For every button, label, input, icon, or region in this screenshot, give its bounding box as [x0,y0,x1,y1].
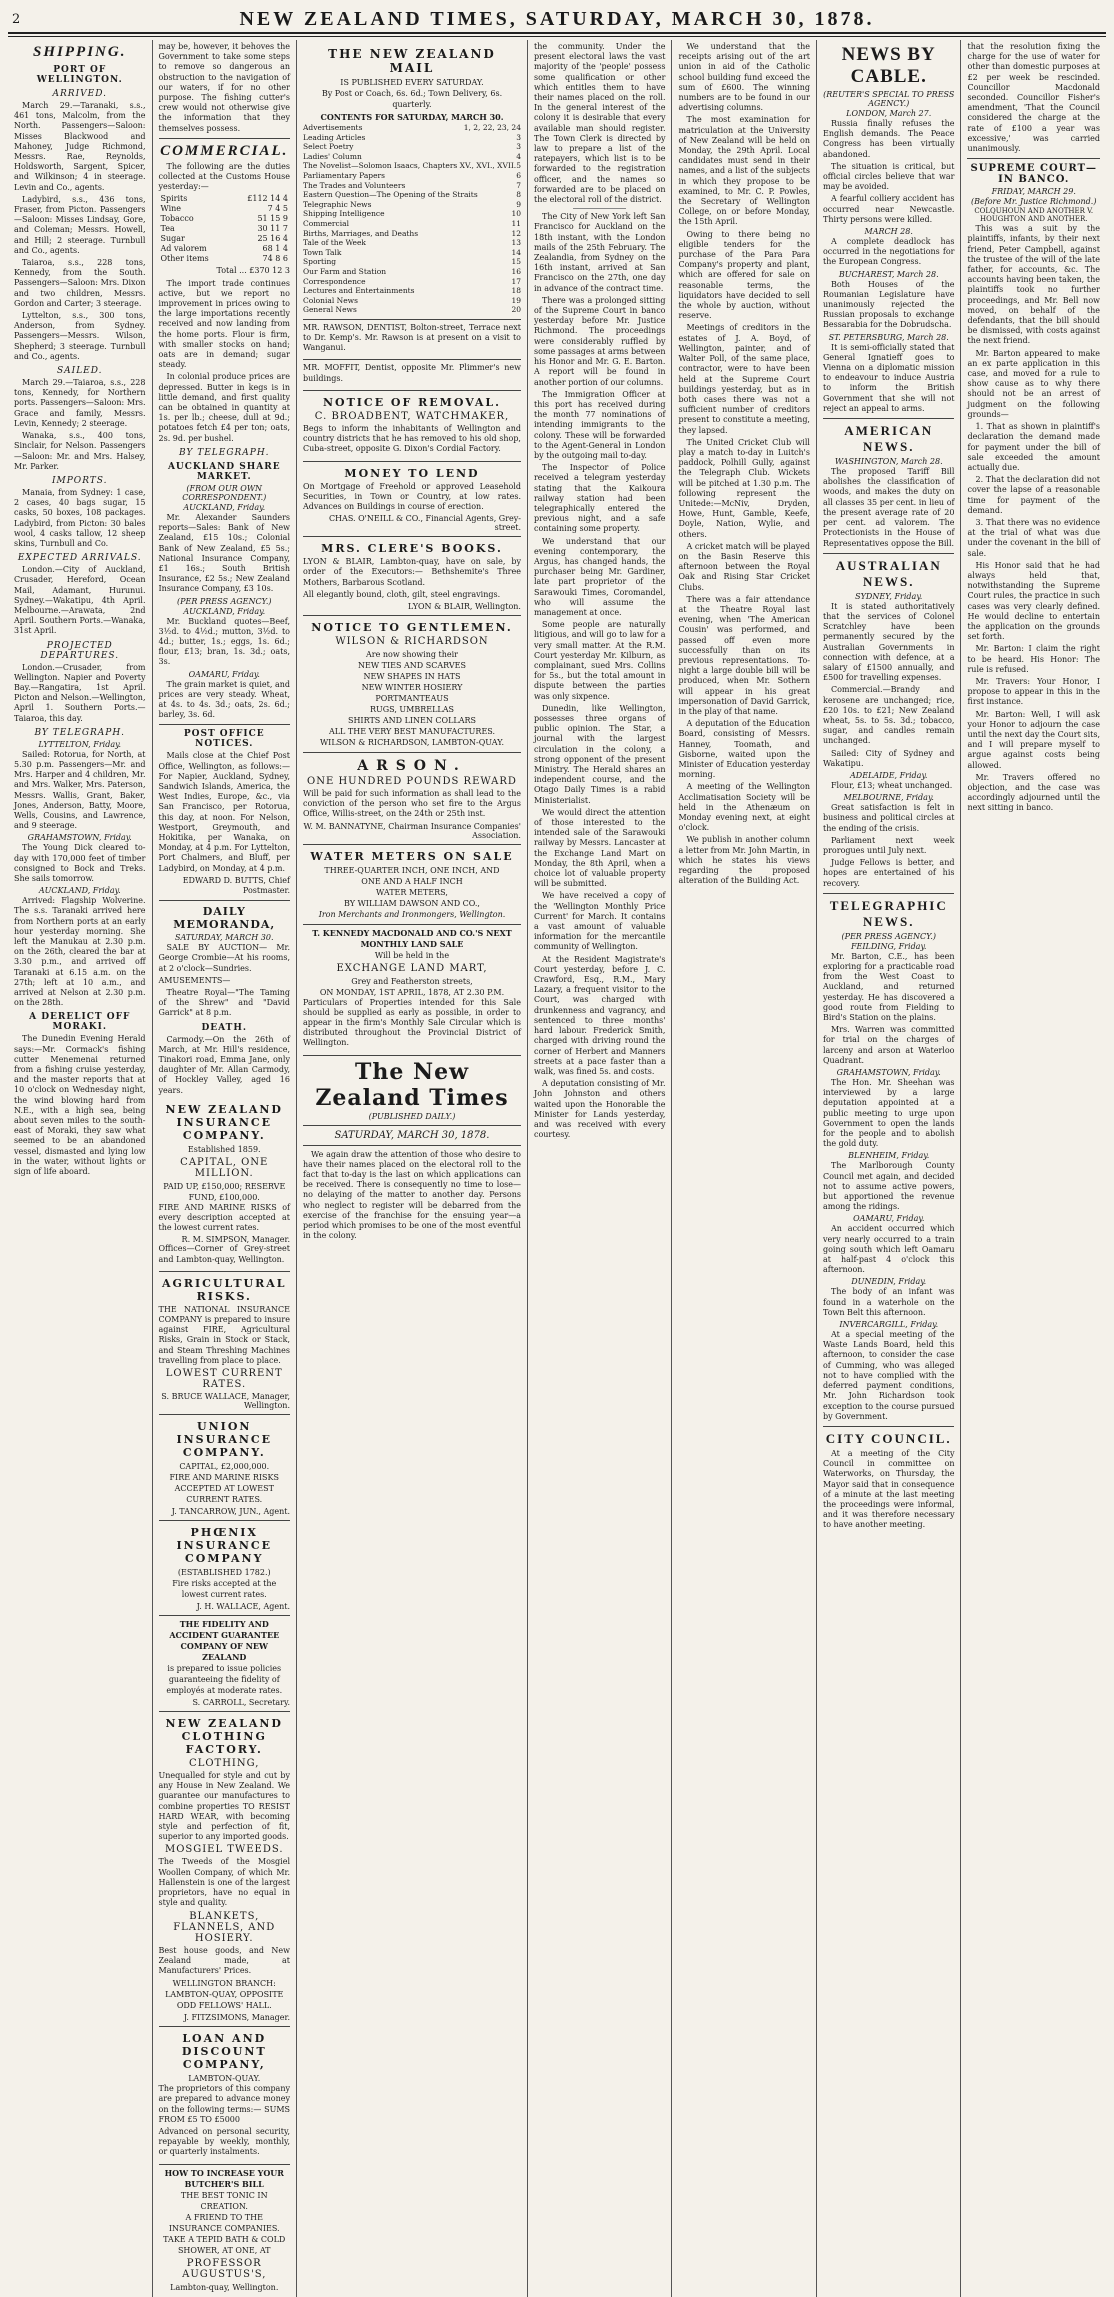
customs-table [159,194,291,264]
news-item: Russia finally refuses the English demands. The Peace Congress has been virtually abandoned. [822,119,955,159]
news-item: A fearful colliery accident has occurred near Newcastle. Thirty persons were killed. [822,194,955,224]
column-1 [8,40,153,2297]
oamaru-text: The grain market is quiet, and prices are very steady. Wheat, at 4s. to 4s. 3d.; oats, 2s. 6d.; barley, 3s. 6d. [158,679,290,720]
sailed-item: March 29.—Taiaroa, s.s., 228 tons, Kennedy, for Northern ports. Passengers—Saloon: Mrs. Grace and family, Messrs. Levin, Kennedy; 2 steerage. [14,378,146,428]
advertisement: MR. RAWSON, DENTIST, Bolton-street, Terrace next to Dr. Kemp's. Mr. Rawson is at present on a visit to Wanganui. [303,320,521,361]
derelict-text: The Dunedin Evening Herald says:—Mr. Cormack's fishing cutter Menemenai returned from a fishing cruise yesterday, and the master reports that at 10 o'clock on Wednesday night, the wind blowing hard from N.E., with a high sea, being about seven miles to the south-east of Moraki, they saw what seemed to be an abandoned vessel, dismasted and lying low in the water, without lights or sign of life aboard. [14,1034,146,1177]
article-text: Mr. Travers offered no objection, and the case was accordingly adjourned until the next sitting in banco. [967,772,1100,813]
contents-item: Select Poetry 3 [303,142,521,152]
contents-item: Shipping Intelligence 10 [303,209,521,219]
supreme-court-heading: SUPREME COURT—IN BANCO. [970,163,1098,186]
expected-text: London.—City of Auckland, Crusader, Hereford, Ocean Mail, Adamant, Hurunui. Sydney.—Wakatipu, 4th April. Melbourne.—Arawata, 2nd April. Southern Ports.—Wanaka, 31st April. [14,565,146,636]
departures-heading: PROJECTED DEPARTURES. [40,640,120,661]
column-4 [528,40,673,2297]
column-6: NEWS BY CABLE. (REUTER'S SPECIAL TO PRESS AGENCY.) LONDON, March 27. Russia finally refuses the English demands. The Peace Congress has been virtually abandoned. The situation is critical, but official circles believe that war may be avoided. A fearful colliery accident has occurred near Newcastle. Thirty persons were killed. MARCH 28. A complete deadlock has occurred in the negotiations for the European Congress. BUCHAREST, March 28. Both Houses of the Roumanian Legislature have unanimously rejected the Russian proposals to exchange Bessarabia for the Dobrudscha. ST. PETERSBURG, March 28. It is semi-officially stated that General Ignatieff goes to Vienna on a diplomatic mission to endeavour to induce Austria to inform the British Government that she will not reject an appeal to arms. AMERICAN NEWS. WASHINGTON, March 28. The proposed Tariff Bill abolishes the classification of woods, and makes the duty on all classes 35 per cent. in lieu of the present average rate of 20 per cent. ad valorem. The Protectionists in the House of Representatives oppose the Bill. AUSTRALIAN NEWS. SYDNEY, Friday. It is stated authoritatively that the services of Colonel Scratchley have been permanently secured by the Australian Governments in connection with defence, at a salary of £1500 annually, and £500 for travelling expenses. Commercial.—Brandy and kerosene are unchanged; rice, £20 10s. to £21; New Zealand wheat, 5s. to 5s. 3d.; tobacco, sugar, and candles remain unchanged. Sailed: City of Sydney and Wakatipu. ADELAIDE, Friday. Flour, £13; wheat unchanged. MELBOURNE, Friday. Great satisfaction is felt in business and political circles at the ending of the crisis. Parliament next week prorogues until July next. Judge Fellows is better, and hopes are entertained of his recovery. TELEGRAPHIC NEWS. (PER PRESS AGENCY.) FEILDING, Friday. Mr. Barton, C.E., has been exploring for a practicable road from the West Coast to Auckland, and returned yesterday. He has discovered a good route from Fielding to Bird's Station on the plains. Mrs. Warren was committed for trial on the charges of larceny and arson at Waterloo Quadrant. GRAHAMSTOWN, Friday. The Hon. Mr. Sheehan was interviewed by a large deputation appointed at a public meeting to urge upon Government to open the lands for the people and to abolish the gold duty. BLENHEIM, Friday. The Marlborough County Council met again, and decided not to assume active powers, but apportioned the revenue among the ridings. OAMARU, Friday. An accident occurred which very nearly occurred to a train going south which left Oamaru at half-past 4 o'clock this afternoon. DUNEDIN, Friday. The body of an infant was found in a waterhole on the Town Belt this afternoon. INVERCARGILL, Friday. At a special meeting of the Waste Lands Board, held this afternoon, to consider the case of Cumming, who was alleged not to have complied with the deferred payment conditions, Mr. John Richardson took exception to the course pursued by Government. CITY COUNCIL. At a meeting of the City Council in committee on Waterworks, on Thursday, the Mayor said that in consequence of a minute at the last meeting the proceedings were informal, and it was therefore necessary to have another meeting. [817,40,962,2297]
contents-item: Correspondence 17 [303,276,521,286]
article-text: The Immigration Officer at this port has received during the month 77 nominations of intending immigrants to the colony. These will be forwarded to the Agent-General in London by the outgoing mail to-day. [533,389,666,460]
article-text: This was a suit by the plaintiffs, infants, by their next friend, Peter Campbell, against the trustee of the will of the late father, for accounts, &c. The accounts having been taken, the plaintiffs took no further proceedings, and Mr. Bell now moved, on behalf of the defendants, that the bill should be dismissed, with costs against the next friend. [967,224,1100,346]
columns [8,40,1106,2292]
arrived-heading: ARRIVED. [52,89,107,99]
article-text: There was a fair attendance at the Theatre Royal last evening, when 'The American Cousin' was performed, and passed off even more successfully than on its previous representations. To-night a large double bill will be produced, when Mr. Sothern will appear in his great impersonation of David Garrick, in the play of that name. [678,594,810,716]
arrived-item: Taiaroa, s.s., 228 tons, Kennedy, from the South. Passengers—Saloon: Mrs. Dixon and two children, Messrs. Gordon and Carter; 3 steerage. [14,258,146,308]
news-item: Flour, £13; wheat unchanged. [830,780,953,790]
imports-heading: IMPORTS. [51,475,108,486]
news-item: It is semi-officially stated that General Ignatieff goes to Vienna on a diplomatic mission to endeavour to induce Austria to inform the British Government that she will not reject an appeal to arms. [822,342,955,413]
dateline: AUCKLAND, Friday. [38,886,121,896]
advertisement: WATER METERS ON SALE THREE-QUARTER INCH, ONE INCH, AND ONE AND A HALF INCH WATER METERS, BY WILLIAM DAWSON AND CO., Iron Merchants and Ironmongers, Wellington. [303,845,521,925]
advertisement: NOTICE TO GENTLEMEN. WILSON & RICHARDSON Are now showing their NEW TIES AND SCARVES NEW SHAPES IN HATS NEW WINTER HOSIERY PORTMANTEAUS RUGS, UMBRELLAS SHIRTS AND LINEN COLLARS ALL THE VERY BEST MANUFACTURES. WILSON & RICHARDSON, LAMBTON-QUAY. [303,616,521,753]
news-item: Parliament next week prorogues until July next. [822,835,955,855]
contents-item: The Trades and Volunteers 7 [303,180,521,190]
news-item: The situation is critical, but official circles believe that war may be avoided. [822,161,955,192]
dateline: GRAHAMSTOWN, Friday. [836,1068,941,1078]
news-item: Great satisfaction is felt in business and political circles at the ending of the crisis. [822,803,955,833]
death-notice: Carmody.—On the 26th of March, at Mr. Hill's residence, Tinakori road, Emma Jane, only daughter of Mr. Allan Carmody, of Hockley Valley, aged 16 years. [158,1034,290,1095]
news-item: Mrs. Warren was committed for trial on the charges of larceny and arson at Waterloo Quadrant. [822,1025,955,1065]
contents-item: Parliamentary Papers 6 [303,170,521,180]
article-text: Dunedin, like Wellington, possesses three organs of public opinion. The Star, a journal with the largest circulation in the colony, a strong opponent of the present Ministry. The Herald shares an independent course, and the Otago Daily Times is a rabid Ministerialist. [533,703,666,805]
column-3: THE NEW ZEALAND MAIL IS PUBLISHED EVERY SATURDAY. By Post or Coach, 6s. 6d.; Town Delivery, 6s. quarterly. CONTENTS FOR SATURDAY, MARCH 30. Advertisements 1, 2, 22, 23, 24 Leading Articles 3 Select Poetry 3 Ladies' Column 4 The Novelist—Solomon Isaacs, Chapters XV., XVI., XVII. 5 Parliamentary Papers 6 The Trades and Volunteers 7 Eastern Question—The Opening of the Straits 8 Telegraphic News 9 Shipping Intelligence 10 Commercial 11 Births, Marriages, and Deaths 12 Tale of the Week 13 Town Talk 14 Sporting 15 Our Farm and Station 16 Correspondence 17 Lectures and Entertainments 18 Colonial News 19 General News 20 MR. RAWSON, DENTIST, Bolton-street, Terrace next to Dr. Kemp's. Mr. Rawson is at present on a visit to Wanganui. MR. MOFFIT, Dentist, opposite Mr. Plimmer's new buildings. NOTICE OF REMOVAL. C. BROADBENT, WATCHMAKER, Begs to inform the inhabitants of Wellington and country districts that he has removed to his old shop, Cuba-street, opposite G. Dixon's Cordial Factory. MONEY TO LEND On Mortgage of Freehold or approved Leasehold Securities, in Town or Country, at low rates. Advances on Buildings in course of erection. CHAS. O'NEILL & CO., Financial Agents, Grey-street. MRS. CLERE'S BOOKS. LYON & BLAIR, Lambton-quay, have on sale, by order of the Executors:— Bethshemite's Three Mothers, Barbarous Scotland. All elegantly bound, cloth, gilt, steel engravings. LYON & BLAIR, Wellington. NOTICE TO GENTLEMEN. WILSON & RICHARDSON Are now showing their NEW TIES AND SCARVES NEW SHAPES IN HATS NEW WINTER HOSIERY PORTMANTEAUS RUGS, UMBRELLAS SHIRTS AND LINEN COLLARS ALL THE VERY BEST MANUFACTURES. WILSON & RICHARDSON, LAMBTON-QUAY. ARSON. ONE HUNDRED POUNDS REWARD Will be paid for such information as shall lead to the conviction of the person who set fire to the Argus Office, Willis-street, on the 24th or 25th inst. W. M. BANNATYNE, Chairman Insurance Companies' Association. WATER METERS ON SALE THREE-QUARTER INCH, ONE INCH, AND ONE AND A HALF INCH WATER METERS, BY WILLIAM DAWSON AND CO., Iron Merchants and Ironmongers, Wellington. T. KENNEDY MACDONALD AND CO.'S NEXT MONTHLY LAND SALE Will be held in the EXCHANGE LAND MART, Grey and Featherston streets, ON MONDAY, 1ST APRIL, 1878, AT 2.30 P.M. Particulars of Properties intended for this Sale should be supplied as early as possible, in order to appear in the firm's Monthly Sale Circular which is distributed throughout the Provincial District of Wellington. The New Zealand Times (PUBLISHED DAILY.) SATURDAY, MARCH 30, 1878. We again draw the attention of those who desire to have their names placed on the electoral roll to the fact that to-day is the last on which applications can be received. There is consequently no time to lose—no delaying of the matter to another day. Persons who neglect to register will be debarred from the exercise of the franchise for the ensuing year—a period which promises to be one of the most eventful in the colony. [297,40,528,2297]
advertisement: NOTICE OF REMOVAL. C. BROADBENT, WATCHMAKER, Begs to inform the inhabitants of Wellington and country districts that he has removed to his old shop, Cuba-street, opposite G. Dixon's Cordial Factory. [303,391,521,462]
article-text: A cricket match will be played on the Basin Reserve this afternoon between the Royal Oak and Rising Star Cricket Clubs. [678,541,810,592]
news-item: It is stated authoritatively that the services of Colonel Scratchley have been permanently secured by the Australian Governments in connection with defence, at a salary of £1500 annually, and £500 for travelling expenses. [822,601,955,683]
article-text: 1. That as shown in plaintiff's declaration the demand made for payment under the bill of sale exceeded the amount actually due. [967,422,1100,472]
advertisement: MR. MOFFIT, Dentist, opposite Mr. Plimmer's new buildings. [303,360,521,390]
telegraph-text: Arrived: Flagship Wolverine. The s.s. Taranaki arrived here from Northern ports at an early hour yesterday morning. She left the Manukau at 2.30 p.m. on the 26th, cleared the bar at 3.30 p.m., and arrived off Taranaki at 6.15 a.m. on the 27th; left at 10 a.m., and arrived at Nelson at 2.30 p.m. on the 28th. [14,896,146,1008]
dateline: SYDNEY, Friday. [855,591,923,601]
memo-sales: SALE BY AUCTION— Mr. George Crombie—At his rooms, at 2 o'clock—Sundries. [158,943,290,973]
customs-note: The following are the duties collected at the Customs House yesterday:— [158,161,290,192]
dateline: BLENHEIM, Friday. [848,1151,930,1161]
dateline: FEILDING, Friday. [851,941,927,951]
news-item: The Hon. Mr. Sheehan was interviewed by a large deputation appointed at a public meeting to urge upon Government to open the lands for the people and to abolish the gold duty. [822,1078,955,1149]
customs-total: Total ... £370 12 3 [216,266,290,276]
share-text: Mr. Alexander Saunders reports—Sales: Bank of New Zealand, £15 10s.; Colonial Bank of New Zealand, £5 5s.; National Insurance Company, £1 16s.; South British Insurance, £2 5s.; New Zealand Insurance Company, £3 10s. [158,512,290,594]
contents-item: Leading Articles 3 [303,132,521,142]
contents-item: Sporting 15 [303,257,521,267]
expected-heading: EXPECTED ARRIVALS. [17,553,142,564]
post-signature: EDWARD D. BUTTS, Chief Postmaster. [182,875,290,895]
article-text: A deputation consisting of Mr. John Johnston and others waited upon the Honorable the Minister for Lands yesterday, and was received with every courtesy. [533,1079,666,1140]
article-text: A meeting of the Wellington Acclimatisation Society will be held in the Athenæum on Monday evening next, at eight o'clock. [678,782,810,833]
article-text: Mr. Barton: I claim the right to be heard. His Honor: The rule is refused. [967,644,1100,674]
newspaper-title: NEW ZEALAND TIMES, SATURDAY, MARCH 30, 1878. [239,7,875,30]
article-text: Meetings of creditors in the estates of J. A. Boyd, of Wellington, painter, and of Walter Poll, of the same place, contractor, were to have been held at the Supreme Court buildings yesterday, but as in both cases there was not a sufficient number of creditors present to constitute a meeting, they lapsed. [678,323,810,435]
telegraph-text: Sailed: Rotorua, for North, at 5.30 p.m. Passengers—Mr. and Mrs. Harper and 4 children, Mr. and Mrs. Walker, Mrs. Paterson, Messrs. Wallis, Grant, Baker, Jones, Anderson, Batty, Moore, Wells, Cousins, and Lawrence, and 9 steerage. [14,749,146,831]
dateline: MARCH 28. [864,227,913,237]
dateline: ST. PETERSBURG, March 28. [828,332,949,342]
post-text: Mails close at the Chief Post Office, Wellington, as follows:—For Napier, Auckland, Sydney, Sandwich Islands, America, the West Indies, Europe, &c., via San Francisco, per Rotorua, this day, at noon. For Nelson, Westport, Greymouth, and Hokitika, per Wanaka, on Monday, at 4 p.m. For Lyttelton, Port Chalmers, and Bluff, per Ladybird, on Monday, at 4 p.m. [158,751,290,873]
telegraph-text: The Young Dick cleared to-day with 170,000 feet of timber consigned to Bock and Treks. She sails tomorrow. [14,843,146,883]
contents-item: General News 20 [303,305,521,315]
advertisement: THE FIDELITY AND ACCIDENT GUARANTEE COMPANY OF NEW ZEALAND is prepared to issue policies guaranteeing the fidelity of employés at moderate rates. S. CARROLL, Secretary. [159,1616,291,1712]
issue-date: SATURDAY, MARCH 30, 1878. [334,1129,490,1141]
advertisement: AGRICULTURAL RISKS. THE NATIONAL INSURANCE COMPANY is prepared to insure against FIRE, Agricultural Risks, Grain in Stock or Stack, and Steam Threshing Machines travelling from place to place. LOWEST CURRENT RATES. S. BRUCE WALLACE, Manager, Wellington. [159,1272,291,1415]
mail-notice: THE NEW ZEALAND MAIL IS PUBLISHED EVERY SATURDAY. By Post or Coach, 6s. 6d.; Town Delivery, 6s. quarterly. CONTENTS FOR SATURDAY, MARCH 30. Advertisements 1, 2, 22, 23, 24 Leading Articles 3 Select Poetry 3 Ladies' Column 4 The Novelist—Solomon Isaacs, Chapters XV., XVI., XVII. 5 Parliamentary Papers 6 The Trades and Volunteers 7 Eastern Question—The Opening of the Straits 8 Telegraphic News 9 Shipping Intelligence 10 Commercial 11 Births, Marriages, and Deaths 12 Tale of the Week 13 Town Talk 14 Sporting 15 Our Farm and Station 16 Correspondence 17 Lectures and Entertainments 18 Colonial News 19 General News 20 [303,42,521,320]
dateline: AUCKLAND, Friday. [183,502,266,512]
article-text: Mr. Travers: Your Honor, I propose to appear in this in the first instance. [967,676,1100,707]
contents-list [303,123,521,315]
contents-item: Lectures and Entertainments 18 [303,286,521,296]
dateline: BUCHAREST, March 28. [838,269,939,279]
table-row: Other items 74 8 6 [160,254,288,264]
dateline: AUCKLAND, Friday. [183,606,266,616]
advertisement: MRS. CLERE'S BOOKS. LYON & BLAIR, Lambton-quay, have on sale, by order of the Executors:— Bethshemite's Three Mothers, Barbarous Scotland. All elegantly bound, cloth, gilt, steel engravings. LYON & BLAIR, Wellington. [303,537,521,616]
case-title: COLQUHOUN AND ANOTHER V. HOUGHTON AND ANOTHER. [974,207,1094,224]
australian-list [823,592,955,889]
departures-text: London.—Crusader, from Wellington. Napier and Poverty Bay.—Rangatira, 1st April. Picton and Nelson.—Wellington, April 1. Southern Ports.—Taiaroa, this day. [14,662,146,723]
advertisement: T. KENNEDY MACDONALD AND CO.'S NEXT MONTHLY LAND SALE Will be held in the EXCHANGE LAND MART, Grey and Featherston streets, ON MONDAY, 1ST APRIL, 1878, AT 2.30 P.M. Particulars of Properties intended for this Sale should be supplied as early as possible, in order to appear in the firm's Monthly Sale Circular which is distributed throughout the Provincial District of Wellington. [303,925,521,1056]
city-council-heading: CITY COUNCIL. [825,1430,952,1446]
article-text: 2. That the declaration did not cover the lapse of a reasonable time for payment of the demand. [967,475,1100,515]
commercial-heading: COMMERCIAL. [160,142,289,159]
article-text: The proposed Tariff Bill abolishes the classification of woods, and makes the duty on all classes 35 per cent. in lieu of the present average rate of 20 per cent. ad valorem. The Protectionists in the House of Representatives oppose the Bill. [822,467,955,548]
article-text: We have received a copy of the 'Wellington Monthly Price Current' for March. It contains a vast amount of valuable information for the mercantile community of Wellington. [533,891,666,952]
contents-item: Ladies' Column 4 [303,151,521,161]
contents-item: Colonial News 19 [303,295,521,305]
cable-list [823,109,955,414]
derelict-heading: A DERELICT OFF MORAKI. [29,1012,131,1033]
share-market-heading: AUCKLAND SHARE MARKET. [167,461,281,482]
news-item: The body of an infant was found in a waterhole on the Town Belt this afternoon. [822,1287,955,1317]
memo-amusements: Theatre Royal—"The Taming of the Shrew" and "David Garrick" at 8 p.m. [158,988,290,1018]
dateline: OAMARU, Friday. [188,669,260,679]
dateline: INVERCARGILL, Friday. [839,1320,939,1330]
contents-item: Tale of the Week 13 [303,238,521,248]
american-news-heading: AMERICAN NEWS. [844,423,934,455]
article-text: Some people are naturally litigious, and will go to law for a very small matter. At the R.M. Court yesterday Mr. Kilburn, as complainant, sued Mrs. Collins for 5s., but the total amount in dispute between the parties was only sixpence. [533,620,666,701]
arrived-item: Lyttelton, s.s., 300 tons, Anderson, from Sydney. Passengers—Messrs. Wilson, Shepherd; 3 steerage. Turnbull and Co., agents. [14,311,146,361]
port-heading: PORT OF WELLINGTON. [36,65,123,85]
contents-item: Telegraphic News 9 [303,199,521,209]
table-row: Sugar 25 16 4 [160,234,288,244]
telegraph-heading: BY TELEGRAPH. [178,447,270,458]
table-row: Tobacco 51 15 9 [160,214,288,224]
memoranda-heading: DAILY MEMORANDA, [173,905,276,932]
news-item: Mr. Barton, C.E., has been exploring for a practicable road from the West Coast to Auckland, and returned yesterday. He has discovered a good route from Fielding to Bird's Station on the plains. [822,951,955,1022]
advertisement: MONEY TO LEND On Mortgage of Freehold or approved Leasehold Securities, in Town or Country, at low rates. Advances on Buildings in course of erection. CHAS. O'NEILL & CO., Financial Agents, Grey-street. [303,462,521,538]
article-text: At the Resident Magistrate's Court yesterday, before J. C. Crawford, Esq., R.M., Mary Lazary, a frequent visitor to the Court, was charged with drunkenness and vagrancy, and sentenced to three months' hard labour. Frederick Smith, charged with driving round the corner of Herbert and Manners streets at a pace faster than a walk, was fined 5s. and costs. [533,954,666,1076]
leading-article: We again draw the attention of those who desire to have their names placed on the electoral roll to the fact that to-day is the last on which applications can be received. There is consequently no time to lose—no delaying of the matter to another day. Persons who neglect to register will be debarred from the exercise of the franchise for the ensuing year—a period which promises to be one of the most eventful in the colony. [303,1149,521,1241]
newspaper-logo: The New Zealand Times [315,1058,509,1111]
dateline: ADELAIDE, Friday. [850,770,928,780]
article-text: Mr. Barton appeared to make an ex parte application in this case, and moved for a rule to show cause as to why there should not be an arrest of judgment on the following grounds— [967,348,1100,419]
contents-item: Advertisements 1, 2, 22, 23, 24 [303,123,521,132]
australian-news-heading: AUSTRALIAN NEWS. [835,557,942,589]
article-text: We would direct the attention of those interested to the intended sale of the Sarawouki railway by Messrs. Lancaster at the Exchange Land Mart on Monday, the 8th April, when a choice lot of valuable property will be submitted. [533,807,666,889]
article-text: His Honor said that he had always held that, notwithstanding the Supreme Court rules, the practice in such cases was very clearly defined. He would decline to entertain the application on the grounds set forth. [967,560,1100,642]
article-text: the community. Under the present electoral laws the vast majority of the 'people' possess some qualification or other which entitles them to have their names placed on the roll. In the general interest of the colony it is desirable that every available man should register. The Town Clerk is directed by law to prepare a list of the ratepayers, which list is to be forwarded to the registration officer, and the names so forwarded are to be placed on the electoral roll of the district. [533,42,666,205]
dateline: OAMARU, Friday. [853,1214,925,1224]
article-text: A deputation of the Education Board, consisting of Messrs. Hanney, Toomath, and Gisborne, waited upon the Minister of Education yesterday morning. [678,719,810,780]
arrived-item: Ladybird, s.s., 436 tons, Fraser, from Picton. Passengers—Saloon: Misses Lindsay, Gore, and Coleman; Messrs. Howell, and Hill; 2 steerage. Turnbull and Co., agents. [14,194,146,255]
imports-text: Manaia, from Sydney: 1 case, 2 cases, 40 bags sugar, 15 casks, 50 boxes, 108 packages. Ladybird, from Picton: 30 bales wool, 4 casks tallow, 12 sheep skins, Turnbull and Co. [14,487,146,548]
telegraphic-list [823,942,955,1422]
column-5 [672,40,817,2297]
telegraphic-news-heading: TELEGRAPHIC NEWS. [829,897,948,929]
article-text: Owing to there being no eligible tenders for the purchase of the Para Para Company's property and plant, which are offered for sale on reasonable terms, the liquidators have decided to sell the whole by auction, without reserve. [678,229,810,321]
arrived-item: March 29.—Taranaki, s.s., 461 tons, Malcolm, from the North. Passengers—Saloon: Misses Blackwood and Mahoney, Judge Richmond, Messrs. Rae, Reynolds, Holdsworth, Sargent, Spicer, and Wilkinson; 4 in steerage. Levin and Co., agents. [14,101,146,192]
news-item: The Marlborough County Council met again, and decided not to assume active powers, but apportioned the revenue among the ridings. [822,1161,955,1212]
contents-item: Eastern Question—The Opening of the Straits 8 [303,190,521,200]
news-item: At a special meeting of the Waste Lands Board, held this afternoon, to consider the case of Cumming, who was alleged not to have complied with the deferred payment conditions, Mr. John Richardson took exception to the course pursued by Government. [822,1330,955,1421]
dateline: DUNEDIN, Friday. [851,1277,927,1287]
continued-text: may be, however, it behoves the Government to take some steps to remove so dangerous an obstruction to the navigation of our waters, if for no other purpose. The fishing cutter's crew would not otherwise give the information that they themselves possess. [158,42,290,133]
table-row: Spirits £112 14 4 [160,194,288,204]
article-text: that the resolution fixing the charge for the use of water for other than domestic purposes at £2 per week be rescinded. Councillor Macdonald seconded. Councillor Fisher's amendment, 'That the Council considered the charge at the rate of £100 a year was excessive,' was carried unanimously. [967,42,1100,154]
advertisement: NEW ZEALAND INSURANCE COMPANY. Established 1859. CAPITAL, ONE MILLION. PAID UP, £150,000; RESERVE FUND, £100,000. FIRE AND MARINE RISKS of every description accepted at the lowest current rates. R. M. SIMPSON, Manager. Offices—Corner of Grey-street and Lambton-quay, Wellington. [159,1098,291,1272]
news-item: An accident occurred which very nearly occurred to a train going south which left Oamaru at half-past 4 o'clock this afternoon. [822,1224,955,1275]
dateline: FRIDAY, MARCH 29. [991,187,1076,197]
table-row: Tea 30 11 7 [160,224,288,234]
contents-item: Births, Marriages, and Deaths 12 [303,228,521,238]
advertisement: PHŒNIX INSURANCE COMPANY (ESTABLISHED 1782.) Fire risks accepted at the lowest current rates. J. H. WALLACE, Agent. [159,1521,291,1616]
article-text: The City of New York left San Francisco for Auckland on the 18th instant, with the London mails of the 25th February. The Zealandia, from Sydney on the 16th instant, arrived at San Francisco on the 27th, one day in advance of the contract time. [533,212,666,293]
death-heading: DEATH. [201,1022,247,1033]
article-text: 3. That there was no evidence at the trial of what was due under the covenant in the bill of sale. [967,517,1100,558]
article-text: We publish in another column a letter from Mr. John Martin, in which he states his views regarding the proposed alteration of the Building Act. [678,835,810,886]
table-row: Wine 7 4 5 [160,204,288,214]
article-text: Mr. Barton: Well, I will ask your Honor to adjourn the case until the next day the Court sits, and I will prepare myself to argue against costs being allowed. [967,709,1100,770]
dateline: LYTTELTON, Friday. [38,739,122,749]
dateline: GRAHAMSTOWN, Friday. [27,833,132,843]
advertisement: HOW TO INCREASE YOUR BUTCHER'S BILL THE BEST TONIC IN CREATION. A FRIEND TO THE INSURANCE COMPANIES. TAKE A TEPID BATH & COLD SHOWER, AT ONE, AT PROFESSOR AUGUSTUS'S, Lambton-quay, Wellington. [163,2167,286,2292]
article-text: The Inspector of Police received a telegram yesterday stating that the Kaikoura railway station had been telegraphically entered the previous night, and a safe containing some property. [533,463,666,534]
market-text: In colonial produce prices are depressed. Butter in kegs is in little demand, and first quality can be obtained in quantity at 1s. per lb.; cheese, dull at 9d.; potatoes fetch £4 per ton; oats, 2s. 9d. per bushel. [158,372,290,443]
advertisement: ARSON. ONE HUNDRED POUNDS REWARD Will be paid for such information as shall lead to the conviction of the person who set fire to the Argus Office, Willis-street, on the 24th or 25th inst. W. M. BANNATYNE, Chairman Insurance Companies' Association. [303,753,521,845]
sailed-item: Wanaka, s.s., 400 tons, Sinclair, for Nelson. Passengers—Saloon: Mr. and Mrs. Halsey, Mr. Parker. [14,431,146,471]
advertisement: UNION INSURANCE COMPANY. CAPITAL, £2,000,000. FIRE AND MARINE RISKS ACCEPTED AT LOWEST CURRENT RATES. J. TANCARROW, JUN., Agent. [159,1415,291,1521]
telegraph-heading: BY TELEGRAPH. [34,727,126,738]
contents-item: Commercial 11 [303,218,521,228]
advertisement: LOAN AND DISCOUNT COMPANY, LAMBTON-QUAY. The proprietors of this company are prepared to advance money on the following terms:— SUMS FROM £5 TO £5000 Advanced on personal security, repayable by weekly, monthly, or quarterly instalments. [159,2027,291,2164]
article-text: The most examination for matriculation at the University of New Zealand will be held on Monday, the 29th April. Local candidates must send in their names, and a list of the subjects in which they propose to be examined, to Mr. C. P. Powles, the Secretary of Wellington College, on or before Monday, the 15th April. [678,115,810,227]
masthead [8,6,1106,34]
column-2: may be, however, it behoves the Government to take some steps to remove so dangerous an obstruction to the navigation of our waters, if for no other purpose. The fishing cutter's crew would not otherwise give the information that they themselves possess. COMMERCIAL. The following are the duties collected at the Customs House yesterday:— Spirits £112 14 4 Wine 7 4 5 Tobacco 51 15 9 Tea 30 11 7 Sugar 25 16 4 Ad valorem 68 1 4 Other items 74 8 6 Total ... £370 12 3 The import trade continues active, but we report no improvement in prices owing to the large importations recently received and now landing from the home ports. Flour is firm, with smaller stocks on hand; oats are in demand; sugar steady. In colonial produce prices are depressed. Butter in kegs is in little demand, and first quality can be obtained in quantity at 1s. per lb.; cheese, dull at 9d.; potatoes fetch £4 per ton; oats, 2s. 9d. per bushel. BY TELEGRAPH. AUCKLAND SHARE MARKET. (FROM OUR OWN CORRESPONDENT.) AUCKLAND, Friday. Mr. Alexander Saunders reports—Sales: Bank of New Zealand, £15 10s.; Colonial Bank of New Zealand, £5 5s.; National Insurance Company, £1 16s.; South British Insurance, £2 5s.; New Zealand Insurance Company, £3 10s. (PER PRESS AGENCY.) AUCKLAND, Friday. Mr. Buckland quotes—Beef, 3½d. to 4½d.; mutton, 3½d. to 4d.; butter, 1s.; eggs, 1s. 6d.; flour, £13; bran, 1s. 3d.; oats, 3s. OAMARU, Friday. The grain market is quiet, and prices are very steady. Wheat, at 4s. to 4s. 3d.; oats, 2s. 6d.; barley, 3s. 6d. POST OFFICE NOTICES. Mails close at the Chief Post Office, Wellington, as follows:—For Napier, Auckland, Sydney, Sandwich Islands, America, the West Indies, Europe, &c., via San Francisco, per Rotorua, this day, at noon. For Nelson, Westport, Greymouth, and Hokitika, per Wanaka, on Monday, at 4 p.m. For Lyttelton, Port Chalmers, and Bluff, per Ladybird, on Monday, at 4 p.m. EDWARD D. BUTTS, Chief Postmaster. DAILY MEMORANDA, SATURDAY, MARCH 30. SALE BY AUCTION— Mr. George Crombie—At his rooms, at 2 o'clock—Sundries. AMUSEMENTS— Theatre Royal—"The Taming of the Shrew" and "David Garrick" at 8 p.m. DEATH. Carmody.—On the 26th of March, at Mr. Hill's residence, Tinakori road, Emma Jane, only daughter of Mr. Allan Carmody, of Hockley Valley, aged 16 years. NEW ZEALAND INSURANCE COMPANY. Established 1859. CAPITAL, ONE MILLION. PAID UP, £150,000; RESERVE FUND, £100,000. FIRE AND MARINE RISKS of every description accepted at the lowest current rates. R. M. SIMPSON, Manager. Offices—Corner of Grey-street and Lambton-quay, Wellington. AGRICULTURAL RISKS. THE NATIONAL INSURANCE COMPANY is prepared to insure against FIRE, Agricultural Risks, Grain in Stock or Stack, and Steam Threshing Machines travelling from place to place. LOWEST CURRENT RATES. S. BRUCE WALLACE, Manager, Wellington. UNION INSURANCE COMPANY. CAPITAL, £2,000,000. FIRE AND MARINE RISKS ACCEPTED AT LOWEST CURRENT RATES. J. TANCARROW, JUN., Agent. PHŒNIX INSURANCE COMPANY (ESTABLISHED 1782.) Fire risks accepted at the lowest current rates. J. H. WALLACE, Agent. THE FIDELITY AND ACCIDENT GUARANTEE COMPANY OF NEW ZEALAND is prepared to issue policies guaranteeing the fidelity of employés at moderate rates. S. CARROLL, Secretary. NEW ZEALAND CLOTHING FACTORY. CLOTHING, Unequalled for style and cut by any House in New Zealand. We guarantee our manufactures to combine properties TO RESIST HARD WEAR, with becoming style and perfection of fit, superior to any imported goods. MOSGIEL TWEEDS. The Tweeds of the Mosgiel Woollen Company, of which Mr. Hallenstein is one of the largest proprietors, have no equal in style and quality. BLANKETS, FLANNELS, AND HOSIERY. Best house goods, and New Zealand made, at Manufacturers' Prices. WELLINGTON BRANCH: LAMBTON-QUAY, OPPOSITE ODD FELLOWS' HALL. J. FITZSIMONS, Manager. LOAN AND DISCOUNT COMPANY, LAMBTON-QUAY. The proprietors of this company are prepared to advance money on the following terms:— SUMS FROM £5 TO £5000 Advanced on personal security, repayable by weekly, monthly, or quarterly instalments. HOW TO INCREASE YOUR BUTCHER'S BILL THE BEST TONIC IN CREATION. A FRIEND TO THE INSURANCE COMPANIES. TAKE A TEPID BATH & COLD SHOWER, AT ONE, AT PROFESSOR AUGUSTUS'S, Lambton-quay, Wellington. [153,40,298,2297]
sailed-heading: SAILED. [56,366,103,377]
dateline: LONDON, March 27. [846,109,932,118]
news-item: Both Houses of the Roumanian Legislature have unanimously rejected the Russian proposals to exchange Bessarabia for the Dobrudscha. [822,279,955,330]
contents-item: Our Farm and Station 16 [303,266,521,276]
article-text: We understand that our evening contemporary, the Argus, has changed hands, the purchaser being Mr. Gardiner, late part proprietor of the Sarawouki Times, Coromandel, who will assume the management at once. [533,536,666,617]
news-item: Commercial.—Brandy and kerosene are unchanged; rice, £20 10s. to £21; New Zealand wheat, 5s. to 5s. 3d.; tobacco, sugar, and candles remain unchanged. [822,685,955,746]
article-text: At a meeting of the City Council in committee on Waterworks, on Thursday, the Mayor said that in consequence of a minute at the last meeting the proceedings were informal, and it was therefore necessary to have another meeting. [822,1448,955,1530]
press-text: Mr. Buckland quotes—Beef, 3½d. to 4½d.; mutton, 3½d. to 4d.; butter, 1s.; eggs, 1s. 6d.; flour, £13; bran, 1s. 3d.; oats, 3s. [158,616,290,667]
contents-item: The Novelist—Solomon Isaacs, Chapters XV., XVI., XVII. 5 [303,161,521,171]
post-office-heading: POST OFFICE NOTICES. [183,729,265,750]
cable-news-heading: NEWS BY CABLE. [841,44,936,87]
column-7: that the resolution fixing the charge for the use of water for other than domestic purposes at £2 per week be rescinded. Councillor Macdonald seconded. Councillor Fisher's amendment, 'That the Council considered the charge at the rate of £100 a year was excessive,' was carried unanimously. SUPREME COURT—IN BANCO. FRIDAY, MARCH 29. (Before Mr. Justice Richmond.) COLQUHOUN AND ANOTHER V. HOUGHTON AND ANOTHER. This was a suit by the plaintiffs, infants, by their next friend, Peter Campbell, against the trustee of the will of the late father, for accounts, &c. The accounts having been taken, the plaintiffs took no further proceedings, and Mr. Bell now moved, on behalf of the defendants, that the bill should be dismissed, with costs against the next friend. Mr. Barton appeared to make an ex parte application in this case, and moved for a rule to show cause as to why there should not be an arrest of judgment on the following grounds— 1. That as shown in plaintiff's declaration the demand made for payment under the bill of sale exceeded the amount actually due. 2. That the declaration did not cover the lapse of a reasonable time for payment of the demand. 3. That there was no evidence at the trial of what was due under the covenant in the bill of sale. His Honor said that he had always held that, notwithstanding the Supreme Court rules, the practice in such cases was very clearly defined. He would decline to entertain the application on the grounds set forth. Mr. Barton: I claim the right to be heard. His Honor: The rule is refused. Mr. Travers: Your Honor, I propose to appear in this in the first instance. Mr. Barton: Well, I will ask your Honor to adjourn the case until the next day the Court sits, and I will prepare myself to argue against costs being allowed. Mr. Travers offered no objection, and the case was accordingly adjourned until the next sitting in banco. [967,42,1100,813]
article-text: There was a prolonged sitting of the Supreme Court in banco yesterday before Mr. Justice Richmond. The proceedings were considerably ruffled by some passages at arms between his Honor and Mr. G. E. Barton. A report will be found in another portion of our columns. [533,295,666,387]
advertisement: NEW ZEALAND CLOTHING FACTORY. CLOTHING, Unequalled for style and cut by any House in New Zealand. We guarantee our manufactures to combine properties TO RESIST HARD WEAR, with becoming style and perfection of fit, superior to any imported goods. MOSGIEL TWEEDS. The Tweeds of the Mosgiel Woollen Company, of which Mr. Hallenstein is one of the largest proprietors, have no equal in style and quality. BLANKETS, FLANNELS, AND HOSIERY. Best house goods, and New Zealand made, at Manufacturers' Prices. WELLINGTON BRANCH: LAMBTON-QUAY, OPPOSITE ODD FELLOWS' HALL. J. FITZSIMONS, Manager. [159,1712,291,2027]
news-item: Sailed: City of Sydney and Wakatipu. [822,748,955,768]
dateline: MELBOURNE, Friday. [843,793,934,803]
news-item: A complete deadlock has occurred in the negotiations for the European Congress. [822,237,955,267]
page-number: 2 [12,11,21,27]
article-text: We understand that the receipts arising out of the art union in aid of the Catholic school building fund exceed the sum of £600. The winning numbers are to be found in our advertising columns. [678,42,810,113]
dateline: WASHINGTON, March 28. [834,457,943,467]
news-item: Judge Fellows is better, and hopes are entertained of his recovery. [822,858,955,888]
article-text: The United Cricket Club will play a match to-day in Luitch's paddock, Polhill Gully, against the Telegraph Club. Wickets will be pitched at 1.30 p.m. The following represent the Unitede:—McNiv, Dryden, Howe, Hunt, Gamble, Keefe, Doyle, Nation, Wylie, and others. [678,437,810,539]
contents-item: Town Talk 14 [303,247,521,257]
table-row: Ad valorem 68 1 4 [160,244,288,254]
market-text: The import trade continues active, but we report no improvement in prices owing to the large importations recently received and now landing from the home ports. Flour is firm, with smaller stocks on hand; oats are in demand; sugar steady. [158,278,290,370]
shipping-heading: SHIPPING. [33,44,127,60]
